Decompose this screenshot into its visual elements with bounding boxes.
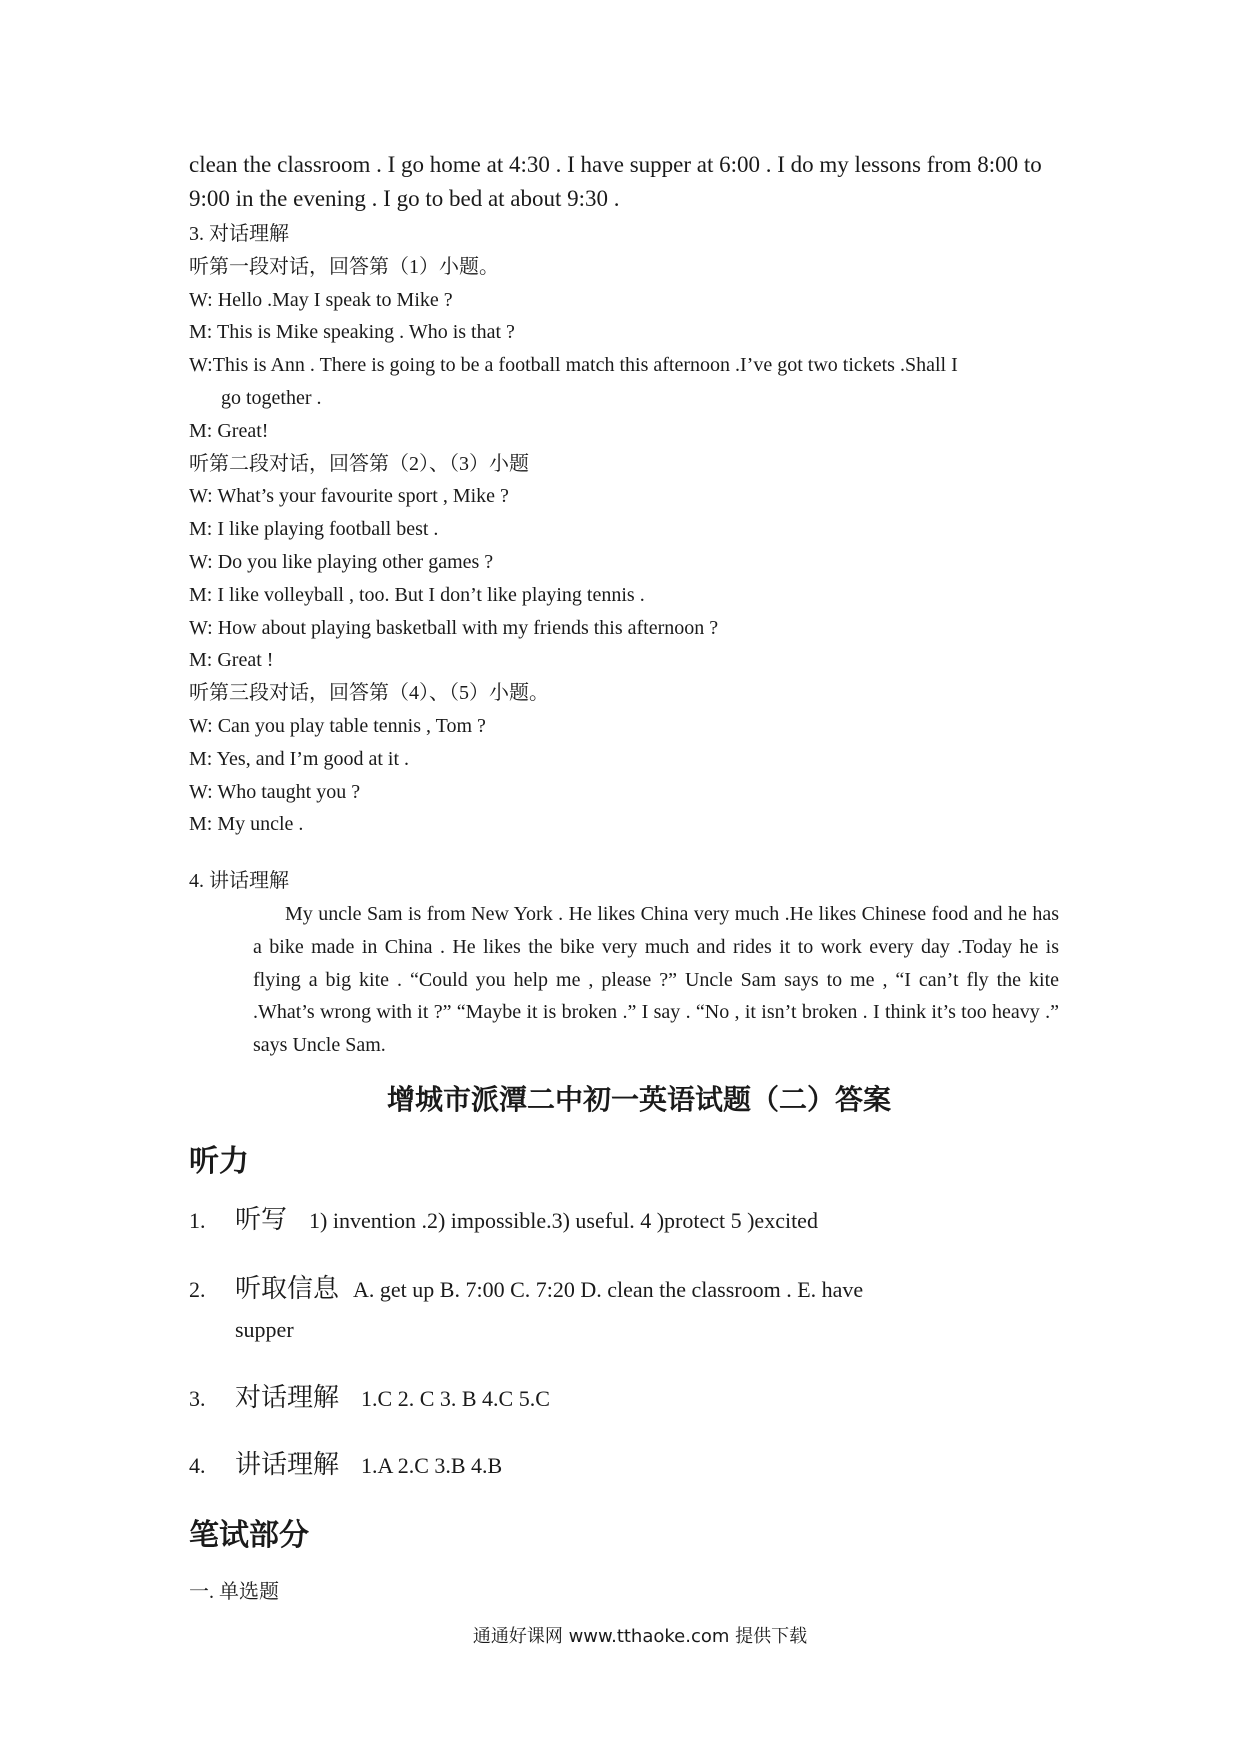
dialogue-line: M: Great ! <box>189 649 274 672</box>
written-subheading: 一. 单选题 <box>189 1580 279 1603</box>
dialogue-line: M: I like volleyball , too. But I don’t like playing tennis . <box>189 583 645 606</box>
answer-item-2 <box>189 1269 1059 1350</box>
dialogue-line: M: I like playing football best . <box>189 518 439 541</box>
intro-paragraph: clean the classroom . I go home at 4:30 . I have supper at 6:00 . I do my lessons from 8:00 to 9:00 in the evening . I go to bed at about 9:30 . <box>189 152 1042 211</box>
dialogue-line: W: Do you like playing other games ? <box>189 550 494 573</box>
answer-number: 4. <box>189 1452 206 1478</box>
speech-heading: 4. 讲话理解 <box>189 870 289 893</box>
answer-value: 1.C 2. C 3. B 4.C 5.C <box>361 1385 550 1411</box>
dialogue-line: W: Who taught you ? <box>189 780 361 803</box>
answer-value: 1) invention .2) impossible.3) useful. 4 )protect 5 )excited <box>309 1207 818 1233</box>
dialogue-line: M: My uncle . <box>189 813 304 836</box>
answer-number: 3. <box>189 1385 206 1411</box>
answer-number: 2. <box>189 1276 206 1302</box>
answer-item-4 <box>189 1447 1059 1484</box>
answer-value-continued: supper <box>235 1316 294 1342</box>
dialogue-line: W: Hello .May I speak to Mike ? <box>189 288 453 311</box>
answer-value: 1.A 2.C 3.B 4.B <box>361 1452 503 1478</box>
answer-item-1 <box>189 1202 1059 1239</box>
speech-paragraph: My uncle Sam is from New York . He likes China very much .He likes Chinese food and he has a bike made in China . He likes the bike very much and rides it to work every day .Today he is flying a big kite . “Could you help me , please ?” Uncle Sam says to me , “I can’t fly the kite .What’s wrong with it ?” “Maybe it is broken .” I say . “No , it isn’t broken . I think it’s too heavy .” says Uncle Sam. <box>253 902 1059 1057</box>
answer-number: 1. <box>189 1207 206 1233</box>
dialogue-line: M: This is Mike speaking . Who is that ? <box>189 321 515 344</box>
written-heading: 笔试部分 <box>189 1517 309 1553</box>
dialogue-line: M: Yes, and I’m good at it . <box>189 747 409 770</box>
answer-label: 讲话理解 <box>235 1449 340 1480</box>
listening-heading: 听力 <box>189 1143 249 1179</box>
spacer <box>189 841 1059 865</box>
answer-value: A. get up B. 7:00 C. 7:20 D. clean the classroom . E. have <box>353 1276 864 1302</box>
answer-label: 对话理解 <box>235 1382 340 1413</box>
part1-heading: 听第一段对话，回答第（1）小题。 <box>189 255 499 278</box>
dialogue-line: W:This is Ann . There is going to be a football match this afternoon .I’ve got two tickets .Shall I <box>189 354 958 377</box>
dialogue-line: W: What’s your favourite sport , Mike ? <box>189 485 509 508</box>
page-content <box>189 148 1059 1608</box>
dialogue-line: go together . <box>221 386 322 409</box>
dialogue-heading: 3. 对话理解 <box>189 223 289 245</box>
part3-heading: 听第三段对话，回答第（4）、（5）小题。 <box>189 682 549 705</box>
part2-heading: 听第二段对话，回答第（2）、（3）小题 <box>189 452 529 475</box>
dialogue-line: M: Great! <box>189 419 269 442</box>
answer-label: 听取信息 <box>235 1273 340 1304</box>
answer-item-3 <box>189 1380 1059 1417</box>
answer-title: 增城市派潭二中初一英语试题（二）答案 <box>386 1082 891 1116</box>
page-footer: 通通好课网 www.tthaoke.com 提供下载 <box>472 1626 808 1647</box>
answer-label: 听写 <box>235 1204 288 1235</box>
dialogue-line: W: How about playing basketball with my friends this afternoon ? <box>189 616 719 639</box>
dialogue-line: W: Can you play table tennis , Tom ? <box>189 714 486 737</box>
